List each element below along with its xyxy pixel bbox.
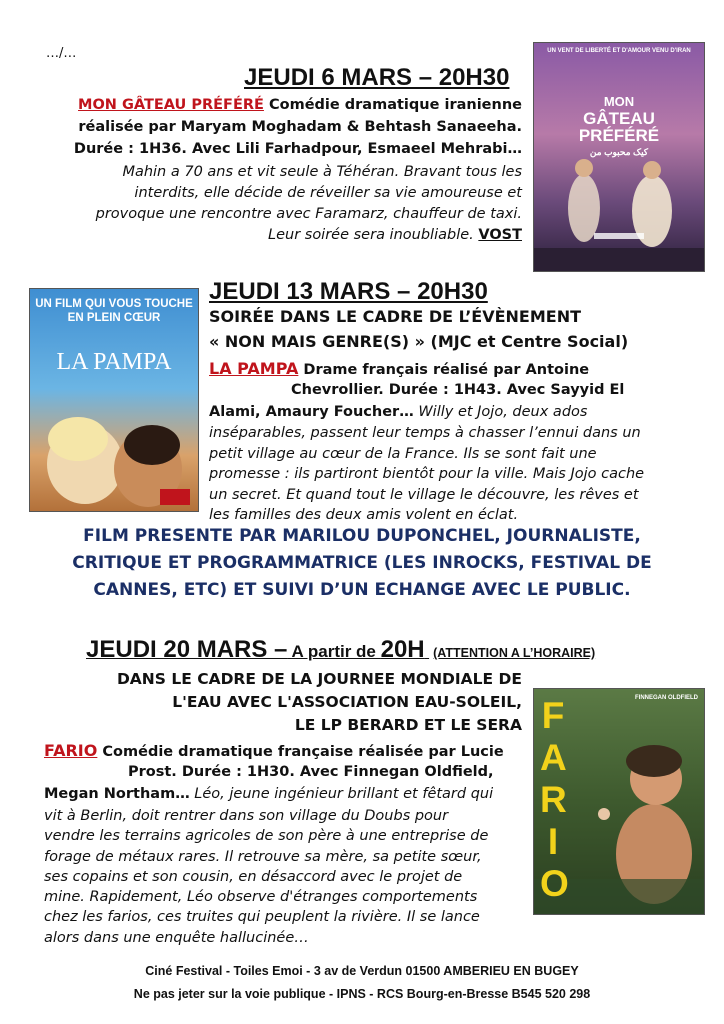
event3-synopsis-start: Léo, jeune ingénieur brillant et fêtard qui (189, 786, 494, 802)
event3-genre: Comédie dramatique française réalisée par Lucie (97, 744, 504, 760)
event2-synopsis-line: un secret. Et quand tout le village le découvre, les rêves et (209, 486, 639, 503)
event3-context (117, 668, 522, 737)
event1-synopsis (96, 162, 522, 246)
event2-heading: JEUDI 13 MARS – 20H30 (209, 278, 488, 305)
poster2-title: LA PAMPA (56, 349, 172, 375)
event3-line1 (44, 741, 504, 763)
event3-heading-from: A partir de (287, 642, 381, 661)
footer (0, 960, 724, 1006)
event1-genre: Comédie dramatique iranienne (263, 97, 522, 113)
event1-line1 (78, 96, 522, 116)
event1-synopsis-line: Leur soirée sera inoubliable. VOST (268, 227, 522, 243)
event1-synopsis-line: Mahin a 70 ans et vit seule à Téhéran. Bravant tous les (122, 164, 522, 180)
event3-synopsis-line: alors dans une enquête hallucinée… (44, 929, 309, 946)
event1-line3: Durée : 1H36. Avec Lili Farhadpour, Esmaeel Mehrabi… (73, 141, 522, 157)
event3-heading-date: JEUDI 20 MARS – (86, 636, 288, 663)
event3-heading (86, 636, 595, 664)
event2-presented-line: FILM PRESENTE PAR MARILOU DUPONCHEL, JOURNALISTE, (83, 526, 641, 546)
event2-line3 (209, 403, 587, 423)
event2-sub2: « NON MAIS GENRE(S) » (MJC et Centre Social) (209, 332, 629, 351)
footer-legal: Ne pas jeter sur la voie publique - IPNS - RCS Bourg-en-Bresse B545 520 298 (133, 987, 591, 1001)
event2-synopsis-start: Willy et Jojo, deux ados (413, 404, 588, 420)
poster1-title-l2: GÂTEAU (583, 109, 655, 128)
event3-film-title: FARIO (44, 741, 98, 760)
event2-synopsis-line: inséparables, passent leur temps à chasser l’ennui dans un (209, 425, 641, 441)
event3-synopsis (44, 806, 488, 948)
event2-line2: Chevrollier. Durée : 1H43. Avec Sayyid El (291, 382, 625, 398)
event3-synopsis-line: ses copains et son cousin, en désaccord avec le projet de (44, 868, 463, 885)
event1-film-title: MON GÂTEAU PRÉFÉRÉ (78, 97, 264, 113)
event2-synopsis-line: petit village au cœur de la France. Ils se sont fait une (209, 445, 597, 462)
continuation-mark: …/… (46, 46, 77, 61)
poster1-arabic-title: کیک محبوب من (589, 147, 649, 157)
event3-context-line: L'EAU AVEC L'ASSOCIATION EAU-SOLEIL, (172, 693, 522, 711)
footer-address: Ciné Festival - Toiles Emoi - 3 av de Verdun 01500 AMBERIEU EN BUGEY (145, 964, 579, 978)
poster2-tagline-l1: UN FILM QUI VOUS TOUCHE (35, 298, 193, 310)
poster1-title-l1: MON (603, 94, 635, 109)
event3-line3 (44, 785, 493, 805)
poster-mon-gateau-prefere (533, 42, 705, 272)
event1-synopsis-line: interdits, elle décide de réveiller sa vie amoureuse et (134, 185, 522, 201)
event2-presented-line: CRITIQUE ET PROGRAMMATRICE (LES INROCKS, FESTIVAL DE (72, 553, 652, 573)
vost-label: VOST (478, 227, 522, 243)
event3-heading-time: 20H (380, 636, 425, 663)
poster3-credits: FINNEGAN OLDFIELD (635, 695, 698, 701)
event3-context-line: DANS LE CADRE DE LA JOURNEE MONDIALE DE (116, 670, 522, 688)
event2-cast-end: Alami, Amaury Foucher… (209, 404, 414, 420)
event3-synopsis-line: chez les farios, ces truites qui peuplent la rivière. Il se lance (44, 909, 480, 926)
event2-synopsis (209, 423, 644, 526)
event2-presented-block (0, 523, 724, 604)
poster2-illustration (30, 289, 198, 511)
event3-synopsis-line: forage de métaux rares. Il retrouve sa mère, sa petite sœur, (44, 848, 482, 865)
event2-sub1: SOIRÉE DANS LE CADRE DE L’ÉVÈNEMENT (209, 307, 581, 326)
poster2-tagline-l2: EN PLEIN CŒUR (67, 312, 161, 324)
event3-synopsis-line: mine. Rapidement, Léo observe d'étranges comportements (44, 889, 478, 906)
event1-synopsis-line: provoque une rencontre avec Faramarz, chauffeur de taxi. (95, 206, 522, 222)
poster-la-pampa (29, 288, 199, 512)
event3-context-line: LE LP BERARD ET LE SERA (294, 716, 522, 734)
event2-line1 (209, 359, 589, 381)
event2-presented-line: CANNES, ETC) ET SUIVI D’UN ECHANGE AVEC LE PUBLIC. (93, 580, 631, 600)
event1-heading: JEUDI 6 MARS – 20H30 (244, 64, 510, 91)
poster1-illustration (534, 43, 704, 271)
event2-genre: Drame français réalisé par Antoine (298, 362, 590, 378)
poster1-title-l3: PRÉFÉRÉ (578, 126, 660, 145)
event2-synopsis-line: promesse : ils partiront bientôt pour la ville. Mais Jojo cache (209, 466, 645, 482)
event3-cast-end: Megan Northam… (44, 786, 190, 802)
poster3-title: FARIO (540, 695, 569, 904)
event3-synopsis-line: vendre les terrains agricoles de son père à une entreprise de (44, 828, 489, 845)
event3-line2: Prost. Durée : 1H30. Avec Finnegan Oldfield, (128, 764, 494, 780)
event3-heading-note: (ATTENTION A L’HORAIRE) (433, 646, 596, 660)
event3-synopsis-line: vit à Berlin, doit rentrer dans son village du Doubs pour (44, 808, 449, 824)
event2-synopsis-line: les familles des deux amis volent en éclat. (209, 507, 519, 523)
poster1-tagline: UN VENT DE LIBERTÉ ET D'AMOUR VENU D'IRAN (547, 48, 691, 54)
event2-film-title: LA PAMPA (209, 359, 299, 378)
poster-fario (533, 688, 705, 915)
event1-line2: réalisée par Maryam Moghadam & Behtash Sanaeeha. (78, 119, 522, 135)
